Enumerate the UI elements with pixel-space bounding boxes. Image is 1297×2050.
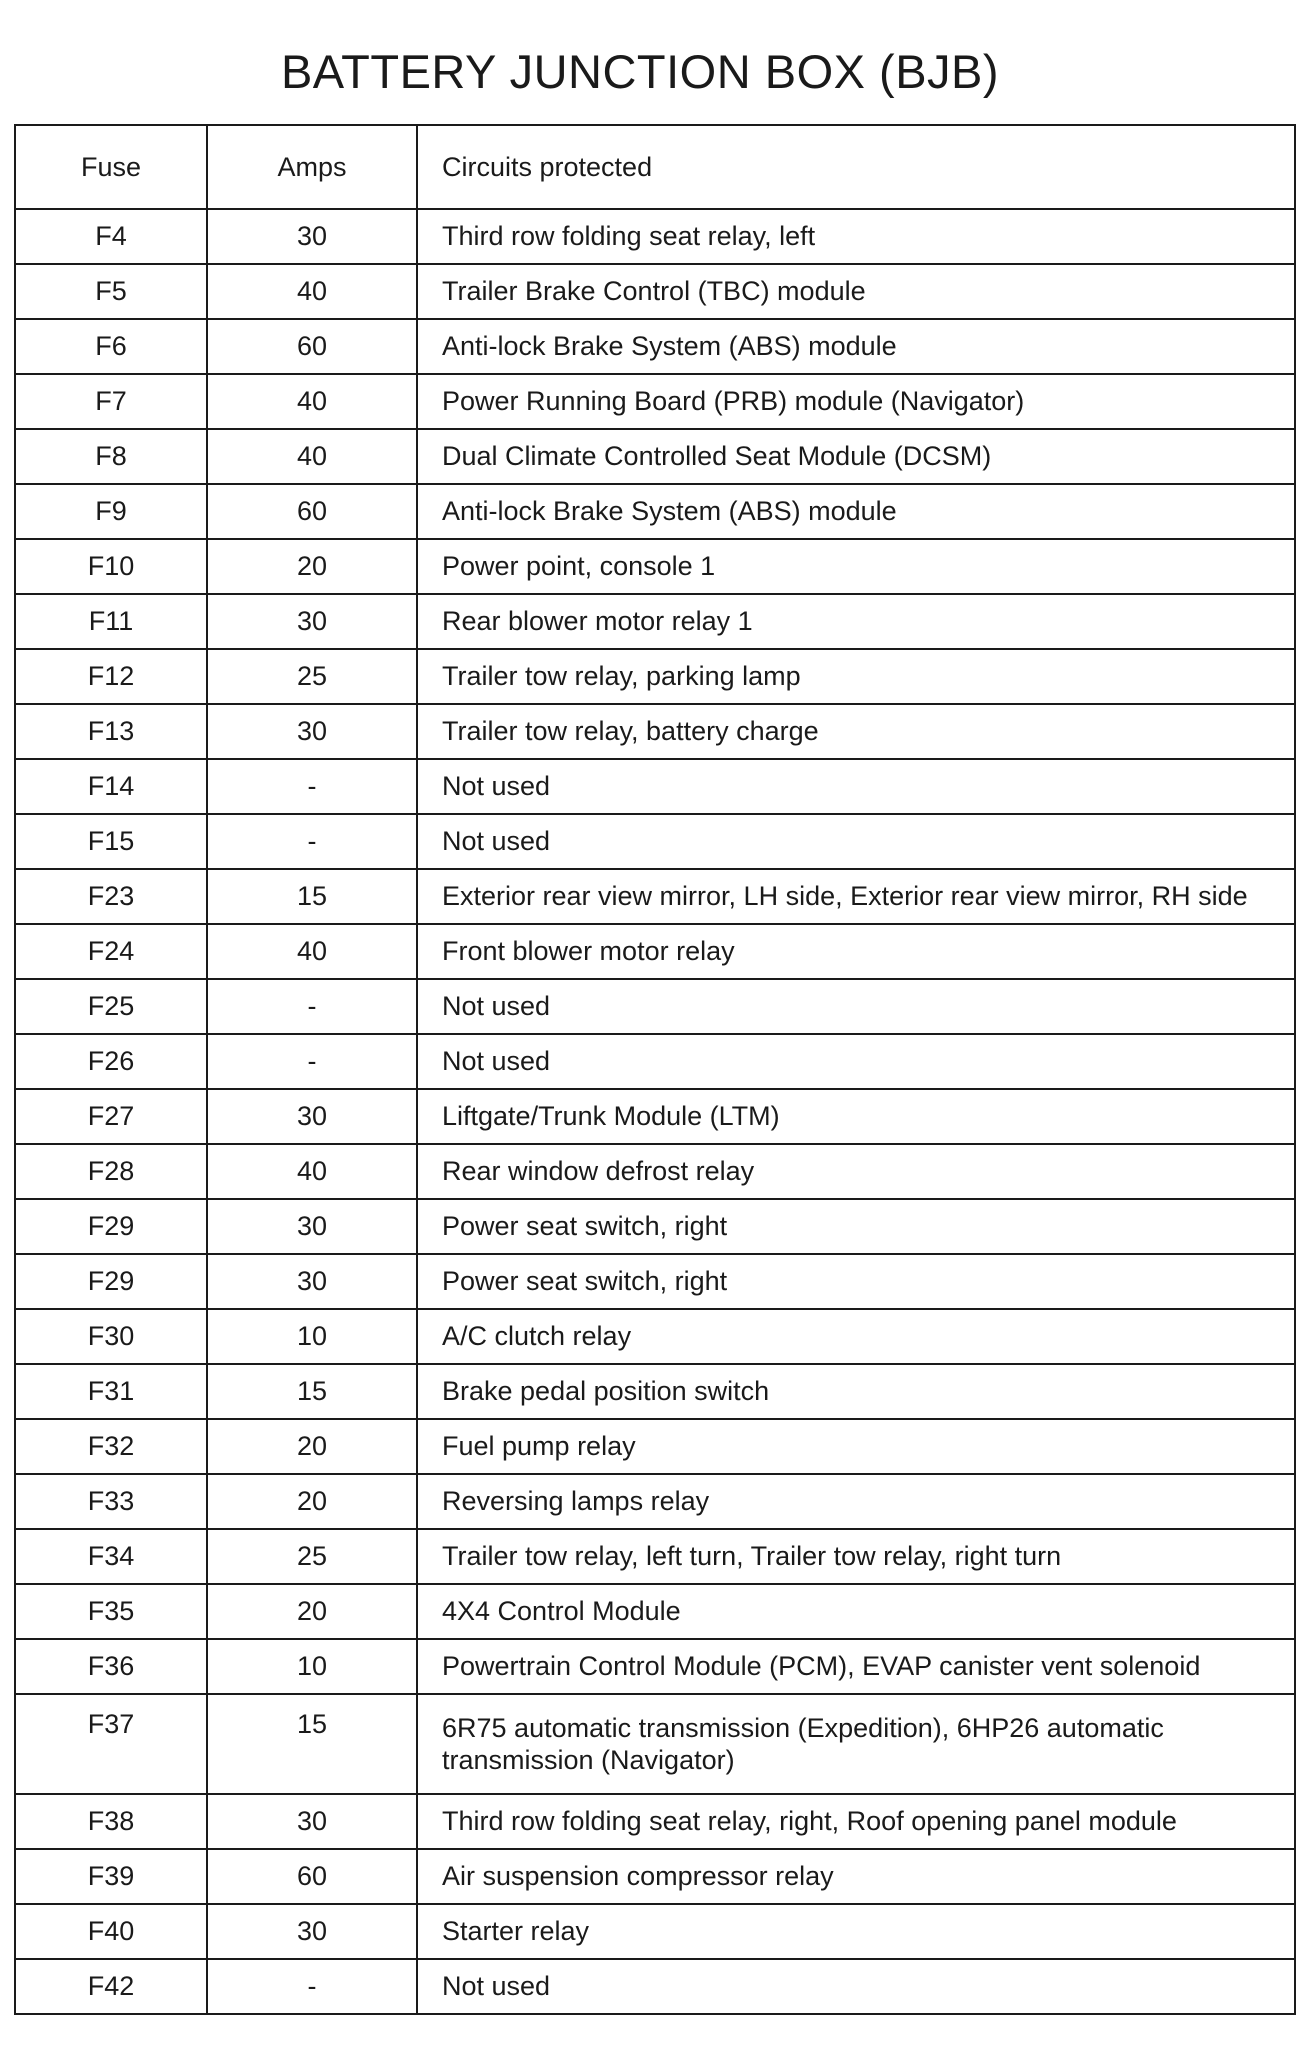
table-row: [15, 869, 1295, 924]
table-header-row: [15, 125, 1295, 209]
fuse-cell: F40: [15, 1904, 207, 1959]
table-row: [15, 649, 1295, 704]
amps-cell: 40: [207, 374, 417, 429]
amps-cell: 20: [207, 1584, 417, 1639]
amps-cell: 30: [207, 594, 417, 649]
table-row: [15, 1199, 1295, 1254]
amps-cell: 20: [207, 1419, 417, 1474]
circuits-cell: Brake pedal position switch: [417, 1364, 1295, 1419]
fuse-cell: F30: [15, 1309, 207, 1364]
fuse-cell: F38: [15, 1794, 207, 1849]
fuse-cell: F9: [15, 484, 207, 539]
table-row: [15, 1364, 1295, 1419]
circuits-cell: Third row folding seat relay, left: [417, 209, 1295, 264]
circuits-cell: 4X4 Control Module: [417, 1584, 1295, 1639]
header-fuse: Fuse: [15, 125, 207, 209]
amps-cell: 40: [207, 429, 417, 484]
fuse-cell: F31: [15, 1364, 207, 1419]
circuits-cell: Trailer tow relay, parking lamp: [417, 649, 1295, 704]
fuse-cell: F33: [15, 1474, 207, 1529]
table-row: [15, 704, 1295, 759]
table-row: [15, 209, 1295, 264]
amps-cell: 60: [207, 319, 417, 374]
circuits-cell: Power seat switch, right: [417, 1199, 1295, 1254]
circuits-cell: Rear window defrost relay: [417, 1144, 1295, 1199]
fuse-cell: F14: [15, 759, 207, 814]
circuits-cell: Not used: [417, 1034, 1295, 1089]
circuits-cell: Trailer tow relay, left turn, Trailer tow relay, right turn: [417, 1529, 1295, 1584]
fuse-cell: F10: [15, 539, 207, 594]
table-row: [15, 1904, 1295, 1959]
circuits-cell: Starter relay: [417, 1904, 1295, 1959]
fuse-cell: F12: [15, 649, 207, 704]
fuse-cell: F42: [15, 1959, 207, 2014]
circuits-cell: Powertrain Control Module (PCM), EVAP canister vent solenoid: [417, 1639, 1295, 1694]
fuse-table: [14, 124, 1296, 2015]
amps-cell: 40: [207, 1144, 417, 1199]
circuits-cell: Third row folding seat relay, right, Roof opening panel module: [417, 1794, 1295, 1849]
amps-cell: 25: [207, 1529, 417, 1584]
fuse-cell: F37: [15, 1694, 207, 1794]
table-row: [15, 1254, 1295, 1309]
circuits-cell: Power point, console 1: [417, 539, 1295, 594]
fuse-cell: F23: [15, 869, 207, 924]
amps-cell: 15: [207, 1364, 417, 1419]
table-row: [15, 979, 1295, 1034]
circuits-cell: 6R75 automatic transmission (Expedition), 6HP26 automatic transmission (Navigator): [417, 1694, 1295, 1794]
amps-cell: 30: [207, 1904, 417, 1959]
table-row: [15, 1529, 1295, 1584]
amps-cell: -: [207, 814, 417, 869]
circuits-cell: Anti-lock Brake System (ABS) module: [417, 319, 1295, 374]
table-row: [15, 759, 1295, 814]
circuits-cell: Fuel pump relay: [417, 1419, 1295, 1474]
fuse-cell: F4: [15, 209, 207, 264]
amps-cell: -: [207, 759, 417, 814]
fuse-cell: F29: [15, 1199, 207, 1254]
circuits-cell: Power seat switch, right: [417, 1254, 1295, 1309]
amps-cell: 60: [207, 1849, 417, 1904]
table-row: [15, 1144, 1295, 1199]
circuits-cell: Liftgate/Trunk Module (LTM): [417, 1089, 1295, 1144]
fuse-cell: F26: [15, 1034, 207, 1089]
amps-cell: 15: [207, 1694, 417, 1794]
circuits-cell: Rear blower motor relay 1: [417, 594, 1295, 649]
table-row: [15, 1794, 1295, 1849]
circuits-cell: Not used: [417, 814, 1295, 869]
circuits-cell: Reversing lamps relay: [417, 1474, 1295, 1529]
page-title: BATTERY JUNCTION BOX (BJB): [280, 45, 1000, 98]
fuse-cell: F29: [15, 1254, 207, 1309]
circuits-cell: Not used: [417, 979, 1295, 1034]
table-row: [15, 1694, 1295, 1794]
table-row: [15, 924, 1295, 979]
amps-cell: 20: [207, 1474, 417, 1529]
amps-cell: 10: [207, 1309, 417, 1364]
table-row: [15, 1959, 1295, 2014]
fuse-cell: F36: [15, 1639, 207, 1694]
amps-cell: 30: [207, 1254, 417, 1309]
amps-cell: 30: [207, 1794, 417, 1849]
table-row: [15, 1089, 1295, 1144]
table-row: [15, 1639, 1295, 1694]
circuits-cell: Not used: [417, 1959, 1295, 2014]
table-row: [15, 1309, 1295, 1364]
amps-cell: 40: [207, 924, 417, 979]
fuse-cell: F15: [15, 814, 207, 869]
circuits-cell: Dual Climate Controlled Seat Module (DCSM): [417, 429, 1295, 484]
table-row: [15, 539, 1295, 594]
table-row: [15, 429, 1295, 484]
fuse-cell: F6: [15, 319, 207, 374]
amps-cell: 30: [207, 209, 417, 264]
circuits-cell: Front blower motor relay: [417, 924, 1295, 979]
amps-cell: 30: [207, 1089, 417, 1144]
fuse-cell: F28: [15, 1144, 207, 1199]
fuse-cell: F11: [15, 594, 207, 649]
amps-cell: 25: [207, 649, 417, 704]
header-amps: Amps: [207, 125, 417, 209]
table-row: [15, 484, 1295, 539]
circuits-cell: Not used: [417, 759, 1295, 814]
amps-cell: -: [207, 1959, 417, 2014]
table-row: [15, 374, 1295, 429]
fuse-cell: F13: [15, 704, 207, 759]
fuse-cell: F32: [15, 1419, 207, 1474]
amps-cell: 15: [207, 869, 417, 924]
fuse-cell: F25: [15, 979, 207, 1034]
amps-cell: 30: [207, 1199, 417, 1254]
circuits-cell: Power Running Board (PRB) module (Navigator): [417, 374, 1295, 429]
fuse-cell: F34: [15, 1529, 207, 1584]
amps-cell: 10: [207, 1639, 417, 1694]
amps-cell: 60: [207, 484, 417, 539]
circuits-cell: Trailer tow relay, battery charge: [417, 704, 1295, 759]
table-row: [15, 264, 1295, 319]
amps-cell: 30: [207, 704, 417, 759]
circuits-cell: Anti-lock Brake System (ABS) module: [417, 484, 1295, 539]
table-row: [15, 319, 1295, 374]
fuse-cell: F5: [15, 264, 207, 319]
amps-cell: -: [207, 979, 417, 1034]
table-row: [15, 1419, 1295, 1474]
fuse-cell: F35: [15, 1584, 207, 1639]
circuits-cell: A/C clutch relay: [417, 1309, 1295, 1364]
table-row: [15, 1034, 1295, 1089]
table-row: [15, 594, 1295, 649]
fuse-cell: F24: [15, 924, 207, 979]
circuits-cell: Exterior rear view mirror, LH side, Exterior rear view mirror, RH side: [417, 869, 1295, 924]
table-row: [15, 814, 1295, 869]
amps-cell: 20: [207, 539, 417, 594]
table-row: [15, 1849, 1295, 1904]
fuse-cell: F39: [15, 1849, 207, 1904]
fuse-cell: F7: [15, 374, 207, 429]
header-circuits: Circuits protected: [417, 125, 1295, 209]
fuse-cell: F8: [15, 429, 207, 484]
table-row: [15, 1474, 1295, 1529]
fuse-cell: F27: [15, 1089, 207, 1144]
circuits-cell: Air suspension compressor relay: [417, 1849, 1295, 1904]
amps-cell: 40: [207, 264, 417, 319]
amps-cell: -: [207, 1034, 417, 1089]
circuits-cell: Trailer Brake Control (TBC) module: [417, 264, 1295, 319]
table-row: [15, 1584, 1295, 1639]
